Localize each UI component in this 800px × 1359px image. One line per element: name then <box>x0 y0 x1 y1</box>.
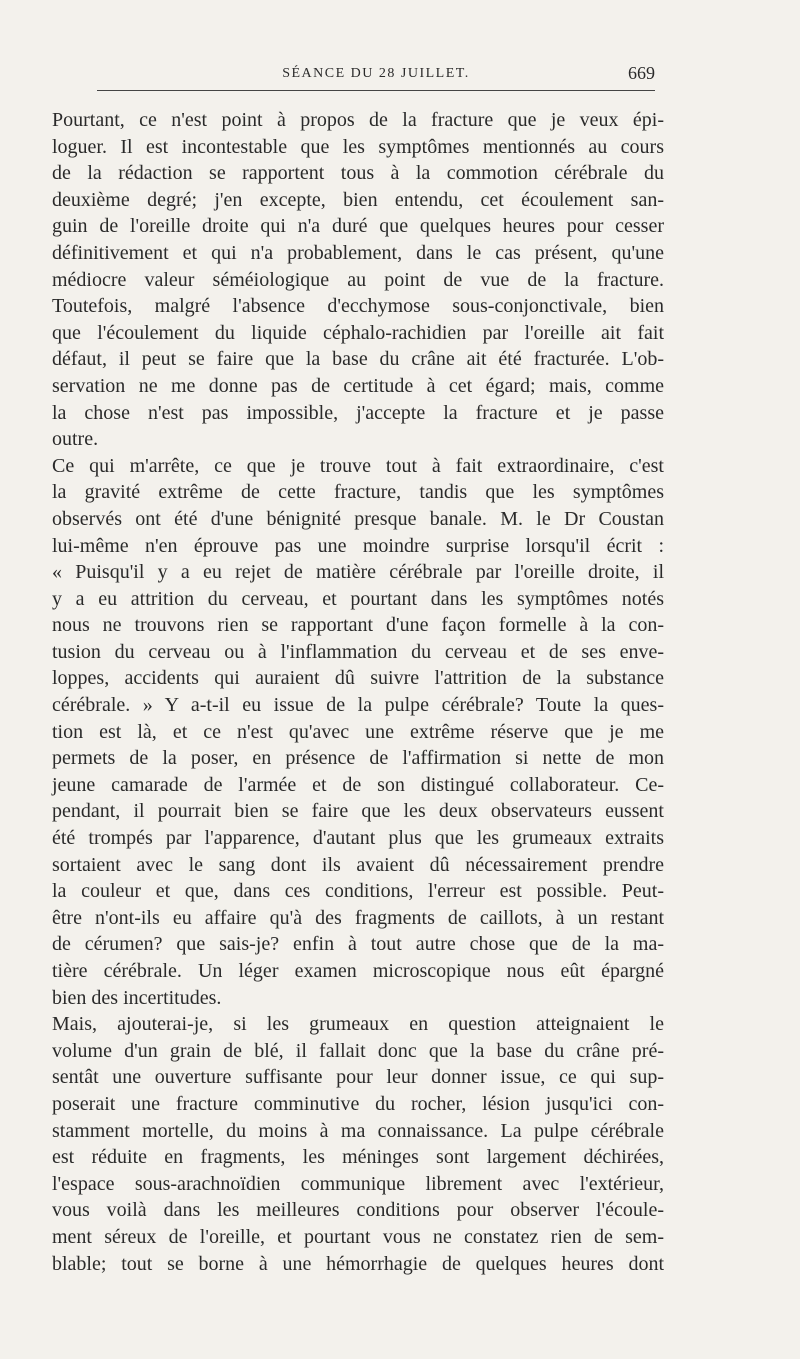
text-line: guin de l'oreille droite qui n'a duré que quelques heures pour cesser <box>52 215 664 238</box>
text-line: vous voilà dans les meilleures conditions pour observer l'écoule- <box>52 1199 664 1222</box>
text-line: médiocre valeur séméiologique au point de vue de la fracture. <box>52 268 664 291</box>
text-line: est réduite en fragments, les méninges sont largement déchirées, <box>52 1146 664 1169</box>
text-line: la chose n'est pas impossible, j'accepte la fracture et je passe <box>52 401 664 424</box>
text-line: permets de la poser, en présence de l'affirmation si nette de mon <box>52 747 664 770</box>
text-line: nous ne trouvons rien se rapportant d'une façon formelle à la con- <box>52 614 664 637</box>
text-line: que l'écoulement du liquide céphalo-rachidien par l'oreille ait fait <box>52 321 664 344</box>
text-line: observés ont été d'une bénignité presque banale. M. le Dr Coustan <box>52 507 664 530</box>
text-line: y a eu attrition du cerveau, et pourtant dans les symptômes notés <box>52 587 664 610</box>
page-number: 669 <box>628 63 655 83</box>
text-line: blable; tout se borne à une hémorrhagie de quelques heures dont <box>52 1252 664 1275</box>
text-line: loguer. Il est incontestable que les symptômes mentionnés au cours <box>52 135 664 158</box>
text-line: Pourtant, ce n'est point à propos de la fracture que je veux épi- <box>52 109 664 131</box>
text-line: été trompés par l'apparence, d'autant plus que les grumeaux extraits <box>52 827 664 850</box>
text-line: sentât une ouverture suffisante pour leur donner issue, ce qui sup- <box>52 1066 664 1089</box>
paragraph <box>52 107 664 453</box>
text-line: stamment mortelle, du moins à ma connaissance. La pulpe cérébrale <box>52 1119 664 1142</box>
text-line: Toutefois, malgré l'absence d'ecchymose sous-conjonctivale, bien <box>52 295 664 318</box>
text-line: défaut, il peut se faire que la base du crâne ait été fracturée. L'ob- <box>52 348 664 371</box>
text-line: cérébrale. » Y a-t-il eu issue de la pulpe cérébrale? Toute la ques- <box>52 694 664 717</box>
text-line: tière cérébrale. Un léger examen microscopique nous eût épargné <box>52 960 664 982</box>
text-line: loppes, accidents qui auraient dû suivre l'attrition de la substance <box>52 667 664 690</box>
text-line: lui-même n'en éprouve pas une moindre surprise lorsqu'il écrit : <box>52 534 664 557</box>
text-line: de cérumen? que sais-je? enfin à tout autre chose que de la ma- <box>52 933 664 956</box>
text-line: Mais, ajouterai-je, si les grumeaux en question atteignaient le <box>52 1013 664 1036</box>
text-line: poserait une fracture comminutive du rocher, lésion jusqu'ici con- <box>52 1092 664 1115</box>
text-line: bien des incertitudes. <box>52 986 222 1009</box>
text-line: pendant, il pourrait bien se faire que les deux observateurs eussent <box>52 800 664 823</box>
text-line: sortaient avec le sang dont ils avaient dû nécessairement prendre <box>52 853 664 876</box>
paragraph <box>52 453 664 1011</box>
text-line: ment séreux de l'oreille, et pourtant vous ne constatez rien de sem- <box>52 1225 664 1248</box>
text-line: volume d'un grain de blé, il fallait donc que la base du crâne pré- <box>52 1039 664 1062</box>
running-head: SÉANCE DU 28 JUILLET. <box>282 66 470 81</box>
text-line: tusion du cerveau ou à l'inflammation du cerveau et de ses enve- <box>52 640 664 663</box>
text-line: « Puisqu'il y a eu rejet de matière cérébrale par l'oreille droite, il <box>52 561 664 584</box>
text-line: Ce qui m'arrête, ce que je trouve tout à fait extraordinaire, c'est <box>52 454 664 477</box>
text-line: l'espace sous-arachnoïdien communique librement avec l'extérieur, <box>52 1172 664 1195</box>
text-line: deuxième degré; j'en excepte, bien entendu, cet écoulement san- <box>52 188 664 211</box>
text-line: définitivement et qui n'a probablement, dans le cas présent, qu'une <box>52 241 664 264</box>
text-line: la couleur et que, dans ces conditions, l'erreur est possible. Peut- <box>52 880 664 903</box>
text-line: servation ne me donne pas de certitude à cet égard; mais, comme <box>52 374 664 397</box>
text-line: tion est là, et ce n'est qu'avec une extrême réserve que je me <box>52 720 664 743</box>
page-header <box>97 60 655 91</box>
text-line: outre. <box>52 428 99 451</box>
text-line: être n'ont-ils eu affaire qu'à des fragments de caillots, à un restant <box>52 906 664 929</box>
text-line: la gravité extrême de cette fracture, tandis que les symptômes <box>52 481 664 504</box>
paragraph <box>52 1011 664 1277</box>
text-line: de la rédaction se rapportent tous à la commotion cérébrale du <box>52 162 664 185</box>
text-line: jeune camarade de l'armée et de son distingué collaborateur. Ce- <box>52 773 664 796</box>
body-text <box>52 107 664 1277</box>
